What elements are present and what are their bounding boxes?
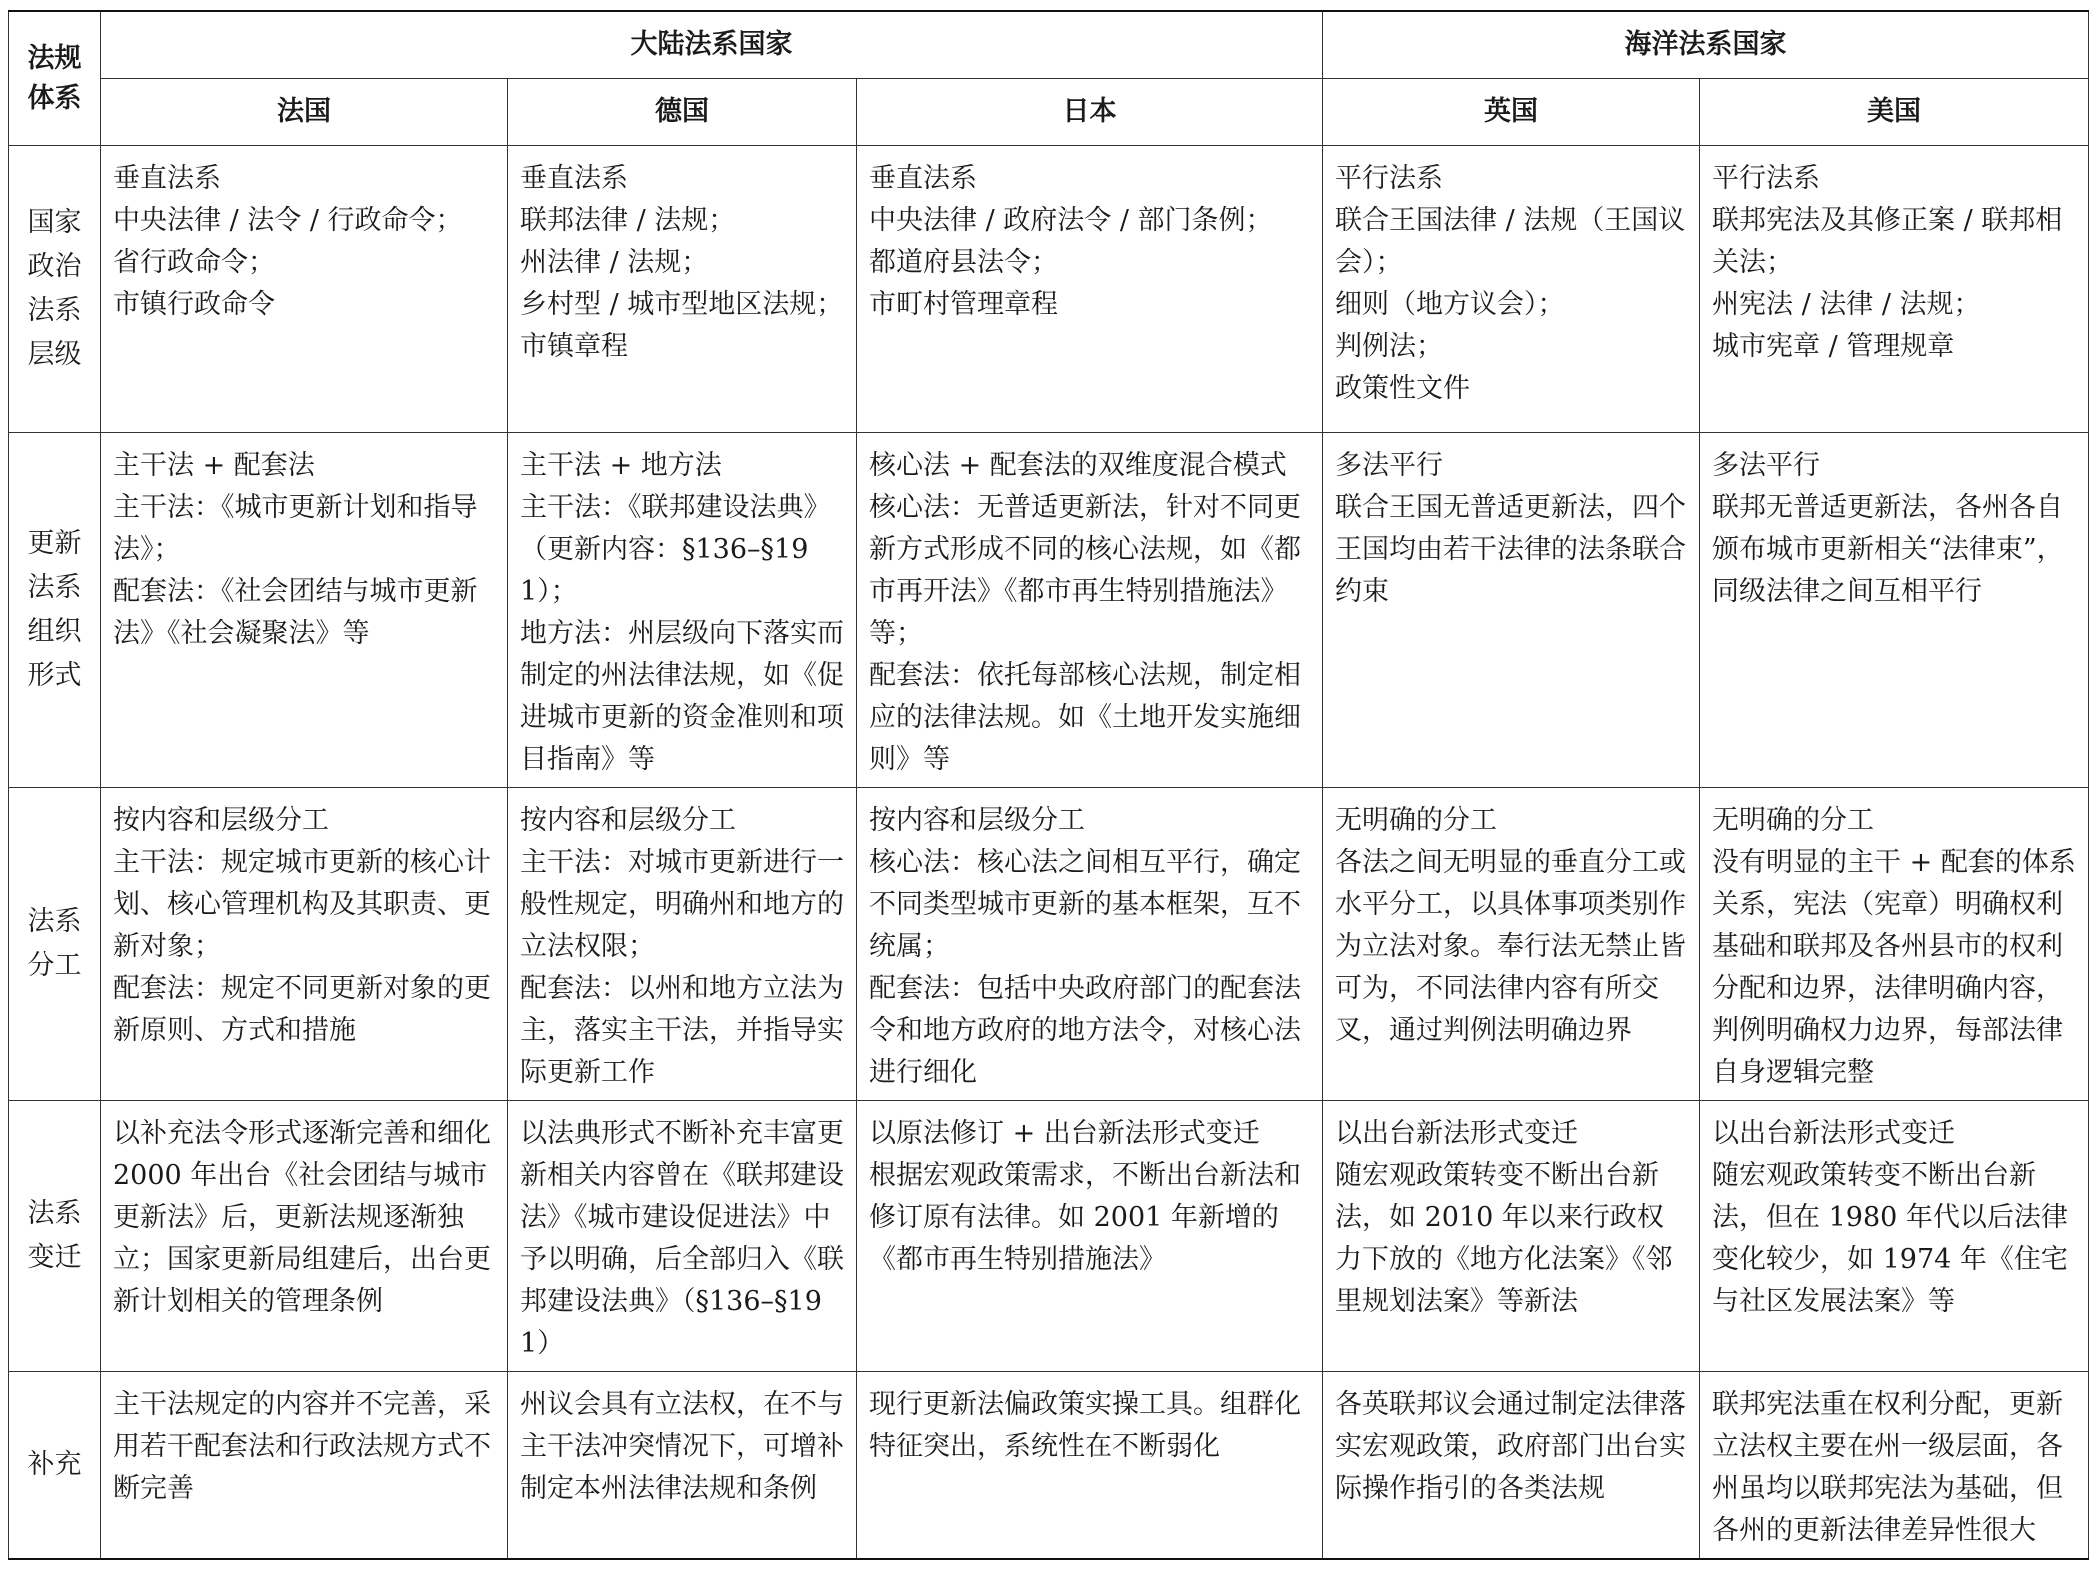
cell-line: 市镇行政命令 [113, 289, 275, 320]
cell-line: 核心法：核心法之间相互平行，确定不同类型城市更新的基本框架，互不统属； [869, 847, 1301, 962]
cell-line: 多法平行 [1712, 450, 1821, 481]
cell-line: 联邦法律 / 法规； [520, 205, 736, 236]
cell-line: 以原法修订 + 出台新法形式变迁 [869, 1118, 1260, 1149]
table-cell-usa [1700, 146, 2089, 433]
cell-line: 联合王国法律 / 法规（王国议会）； [1335, 205, 1686, 278]
country-header-uk: 英国 [1323, 79, 1700, 146]
row-header-label: 国家政治法系层级 [27, 207, 82, 370]
row-header [9, 1372, 101, 1560]
cell-line: 州法律 / 法规； [520, 247, 709, 278]
cell-line: 细则（地方议会）； [1335, 289, 1565, 320]
row-header [9, 788, 101, 1101]
table-cell-uk [1323, 1101, 1700, 1372]
cell-line: 配套法：以州和地方立法为主，落实主干法，并指导实际更新工作 [520, 973, 844, 1088]
table-row-division-of-labor [9, 788, 2089, 1101]
country-header-germany: 德国 [508, 79, 857, 146]
cell-line: 主干法：《城市更新计划和指导法》； [113, 492, 478, 565]
cell-line: 联邦无普适更新法，各州各自颁布城市更新相关“法律束”，同级法律之间互相平行 [1712, 492, 2064, 607]
cell-line: 城市宪章 / 管理规章 [1712, 331, 1955, 362]
cell-line: 主干法：《联邦建设法典》（更新内容：§136–§191）； [520, 492, 831, 607]
header-row-groups [9, 11, 2089, 79]
row-header-label: 更新法系组织形式 [27, 528, 82, 691]
table-cell-france [101, 1372, 508, 1560]
cell-line: 按内容和层级分工 [113, 805, 329, 836]
table-cell-usa [1700, 1101, 2089, 1372]
cell-line: 以出台新法形式变迁 [1712, 1118, 1956, 1149]
table-row-evolution [9, 1101, 2089, 1372]
row-header [9, 146, 101, 433]
cell-line: 垂直法系 [869, 163, 977, 194]
cell-line: 核心法 + 配套法的双维度混合模式 [869, 450, 1287, 481]
cell-line: 中央法律 / 政府法令 / 部门条例； [869, 205, 1273, 236]
cell-line: 都道府县法令； [869, 247, 1058, 278]
cell-line: 市镇章程 [520, 331, 628, 362]
table-cell-uk [1323, 1372, 1700, 1560]
table-cell-japan [857, 1101, 1323, 1372]
row-header [9, 1101, 101, 1372]
table-cell-germany [508, 788, 857, 1101]
cell-line: 配套法：规定不同更新对象的更新原则、方式和措施 [113, 973, 491, 1046]
table-cell-japan [857, 433, 1323, 788]
table-cell-usa [1700, 1372, 2089, 1560]
group-header-civil-law: 大陆法系国家 [101, 11, 1323, 79]
cell-line: 没有明显的主干 + 配套的体系关系，宪法（宪章）明确权利基础和联邦及各州县市的权利分配和边界，法律明确内容，判例明确权力边界，每部法律自身逻辑完整 [1712, 847, 2076, 1088]
cell-line: 按内容和层级分工 [869, 805, 1085, 836]
corner-header: 法规体系 [9, 11, 101, 146]
cell-line: 无明确的分工 [1335, 805, 1498, 836]
cell-line: 配套法：包括中央政府部门的配套法令和地方政府的地方法令，对核心法进行细化 [869, 973, 1301, 1088]
cell-line: 现行更新法偏政策实操工具。组群化特征突出，系统性在不断弱化 [869, 1389, 1301, 1462]
table-row-organization-form [9, 433, 2089, 788]
cell-line: 地方法：州层级向下落实而制定的州法律法规，如《促进城市更新的资金准则和项目指南》等 [520, 618, 844, 775]
cell-line: 各法之间无明显的垂直分工或水平分工，以具体事项类别作为立法对象。奉行法无禁止皆可为，不同法律内容有所交叉，通过判例法明确边界 [1335, 847, 1687, 1046]
cell-line: 以补充法令形式逐渐完善和细化 [113, 1118, 491, 1149]
table-cell-france [101, 433, 508, 788]
cell-line: 政策性文件 [1335, 373, 1471, 404]
cell-line: 平行法系 [1335, 163, 1444, 194]
legal-system-comparison-table [8, 10, 2089, 1560]
table-cell-france [101, 788, 508, 1101]
cell-line: 判例法； [1335, 331, 1444, 362]
table-cell-germany [508, 1101, 857, 1372]
cell-line: 垂直法系 [113, 163, 221, 194]
country-header-japan: 日本 [857, 79, 1323, 146]
cell-line: 随宏观政策转变不断出台新法，如 2010 年以来行政权力下放的《地方化法案》《邻里规划法案》等新法 [1335, 1160, 1673, 1317]
cell-line: 市町村管理章程 [869, 289, 1058, 320]
table-cell-uk [1323, 788, 1700, 1101]
table-row-supplement [9, 1372, 2089, 1560]
table-row-political-hierarchy [9, 146, 2089, 433]
cell-line: 联合王国无普适更新法，四个王国均由若干法律的法条联合约束 [1335, 492, 1687, 607]
group-header-common-law: 海洋法系国家 [1323, 11, 2089, 79]
cell-line: 多法平行 [1335, 450, 1444, 481]
cell-line: 配套法：依托每部核心法规，制定相应的法律法规。如《土地开发实施细则》等 [869, 660, 1301, 775]
cell-line: 随宏观政策转变不断出台新法，但在 1980 年代以后法律变化较少，如 1974 年《住宅与社区发展法案》等 [1712, 1160, 2068, 1317]
table-cell-usa [1700, 788, 2089, 1101]
cell-line: 配套法：《社会团结与城市更新法》《社会凝聚法》等 [113, 576, 478, 649]
cell-line: 联邦宪法重在权利分配，更新立法权主要在州一级层面，各州虽均以联邦宪法为基础，但各州的更新法律差异性很大 [1712, 1389, 2064, 1546]
cell-line: 核心法：无普适更新法，针对不同更新方式形成不同的核心法规，如《都市再开法》《都市再生特别措施法》等； [869, 492, 1301, 649]
cell-line: 乡村型 / 城市型地区法规； [520, 289, 844, 320]
table-cell-uk [1323, 433, 1700, 788]
country-header-usa: 美国 [1700, 79, 2089, 146]
cell-line: 主干法 + 配套法 [113, 450, 315, 481]
table-cell-japan [857, 788, 1323, 1101]
cell-line: 平行法系 [1712, 163, 1821, 194]
table-cell-uk [1323, 146, 1700, 433]
row-header-label: 法系分工 [27, 906, 82, 981]
cell-line: 主干法：对城市更新进行一般性规定，明确州和地方的立法权限； [520, 847, 844, 962]
cell-line: 州宪法 / 法律 / 法规； [1712, 289, 1981, 320]
table-cell-usa [1700, 433, 2089, 788]
cell-line: 以出台新法形式变迁 [1335, 1118, 1579, 1149]
cell-line: 以法典形式不断补充丰富更新相关内容曾在《联邦建设法》《城市建设促进法》中予以明确，后全部归入《联邦建设法典》（§136–§191） [520, 1118, 844, 1359]
cell-line: 各英联邦议会通过制定法律落实宏观政策，政府部门出台实际操作指引的各类法规 [1335, 1389, 1687, 1504]
cell-line: 主干法规定的内容并不完善，采用若干配套法和行政法规方式不断完善 [113, 1389, 491, 1504]
table-cell-japan [857, 146, 1323, 433]
table-body [9, 146, 2089, 1560]
cell-line: 无明确的分工 [1712, 805, 1875, 836]
cell-line: 省行政命令； [113, 247, 275, 278]
header-row-countries [9, 79, 2089, 146]
cell-line: 联邦宪法及其修正案 / 联邦相关法； [1712, 205, 2063, 278]
row-header [9, 433, 101, 788]
cell-line: 主干法：规定城市更新的核心计划、核心管理机构及其职责、更新对象； [113, 847, 491, 962]
cell-line: 根据宏观政策需求，不断出台新法和修订原有法律。如 2001 年新增的《都市再生特别措施法》 [869, 1160, 1301, 1275]
table-cell-germany [508, 146, 857, 433]
table-cell-japan [857, 1372, 1323, 1560]
cell-line: 州议会具有立法权，在不与主干法冲突情况下，可增补制定本州法律法规和条例 [520, 1389, 844, 1504]
cell-line: 按内容和层级分工 [520, 805, 736, 836]
cell-line: 中央法律 / 法令 / 行政命令； [113, 205, 463, 236]
table-cell-germany [508, 1372, 857, 1560]
cell-line: 主干法 + 地方法 [520, 450, 722, 481]
row-header-label: 法系变迁 [27, 1198, 82, 1273]
country-header-france: 法国 [101, 79, 508, 146]
table-cell-france [101, 1101, 508, 1372]
cell-line: 2000 年出台《社会团结与城市更新法》后，更新法规逐渐独立；国家更新局组建后，出台更新计划相关的管理条例 [113, 1160, 491, 1317]
table-cell-germany [508, 433, 857, 788]
cell-line: 垂直法系 [520, 163, 628, 194]
table-cell-france [101, 146, 508, 433]
row-header-label: 补充 [27, 1449, 82, 1480]
